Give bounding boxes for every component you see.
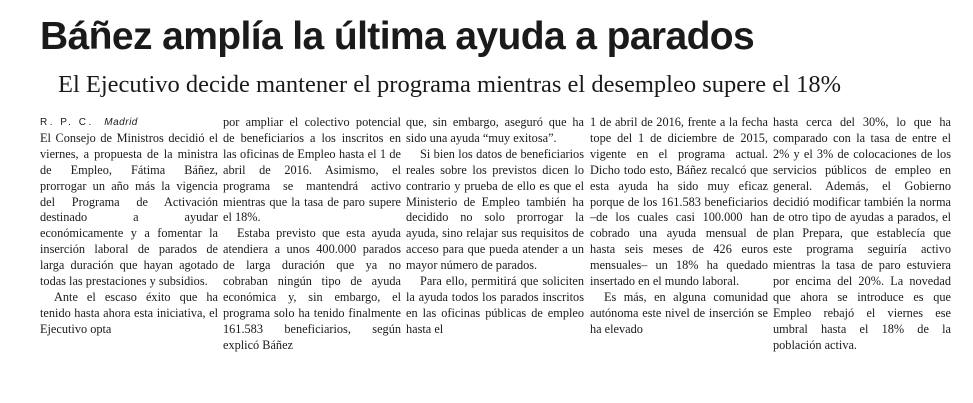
article-column-1	[40, 115, 218, 338]
paragraph: Es más, en alguna comunidad autónoma este nivel de inserción se ha elevado	[590, 289, 768, 336]
paragraph: hasta cerca del 30%, lo que ha comparado con la tasa de entre el 2% y el 3% de colocaciones de los servicios públicos de empleo en general. Además, el Gobierno decidió modificar también la norma de otro tipo de ayudas a parados, el plan Prepara, que establecía que este programa seguiría activo mientras la tasa de paro estuviera por encima del 20%. La novedad que ahora se introduce es que Empleo rebajó el viernes ese umbral hasta el 18% de la población activa.	[773, 115, 951, 352]
paragraph: Si bien los datos de beneficiarios reales sobre los previstos dicen lo contrario y prueba de ello es que el Ministerio de Empleo también ha decidido no solo prorrogar la ayuda, sino relajar sus requisitos de acceso para que pueda atender a un mayor número de parados.	[406, 146, 584, 273]
article-column-3	[406, 115, 584, 338]
paragraph: 1 de abril de 2016, frente a la fecha tope del 1 de diciembre de 2015, vigente en el programa actual. Dicho todo esto, Báñez recalcó que esta ayuda ha sido muy eficaz porque de los 161.583 beneficiarios –de los cuales casi 100.000 han cobrado una ayuda mensual de hasta seis meses de 426 euros mensuales– un 18% ha quedado insertado en el mundo laboral.	[590, 115, 768, 289]
byline-place: Madrid	[104, 117, 138, 128]
article-column-2	[223, 115, 401, 354]
byline-author: R. P. C.	[40, 117, 94, 128]
byline	[40, 115, 218, 131]
paragraph: Para ello, permitirá que soliciten la ayuda todos los parados inscritos en las oficinas públicas de empleo hasta el	[406, 274, 584, 336]
paragraph: Ante el escaso éxito que ha tenido hasta ahora esta iniciativa, el Ejecutivo opta	[40, 289, 218, 336]
paragraph: El Consejo de Ministros decidió el viernes, a propuesta de la ministra de Empleo, Fátima Báñez, prorrogar un año más la vigencia del Programa de Activación destinado a ayudar económicamente y a fomentar la inserción laboral de parados de larga duración que hayan agotado todas las prestaciones y subsidios.	[40, 130, 218, 289]
subtitle: El Ejecutivo decide mantener el programa mientras el desempleo supere el 18%	[58, 71, 842, 98]
article-column-5	[773, 115, 951, 354]
headline: Báñez amplía la última ayuda a parados	[40, 15, 755, 58]
paragraph: por ampliar el colectivo potencial de beneficiarios a los inscritos en las oficinas de Empleo hasta el 1 de abril de 2016. Asimismo, el programa se mantendrá activo mientras que la tasa de paro supere el 18%.	[223, 115, 401, 225]
paragraph: Estaba previsto que esta ayuda atendiera a unos 400.000 parados de larga duración que ya no cobraban ningún tipo de ayuda económica y, sin embargo, el programa solo ha tenido finalmente 161.583 beneficiarios, según explicó Báñez	[223, 226, 401, 352]
article-column-4	[590, 115, 768, 338]
paragraph: que, sin embargo, aseguró que ha sido una ayuda “muy exitosa”.	[406, 115, 584, 145]
